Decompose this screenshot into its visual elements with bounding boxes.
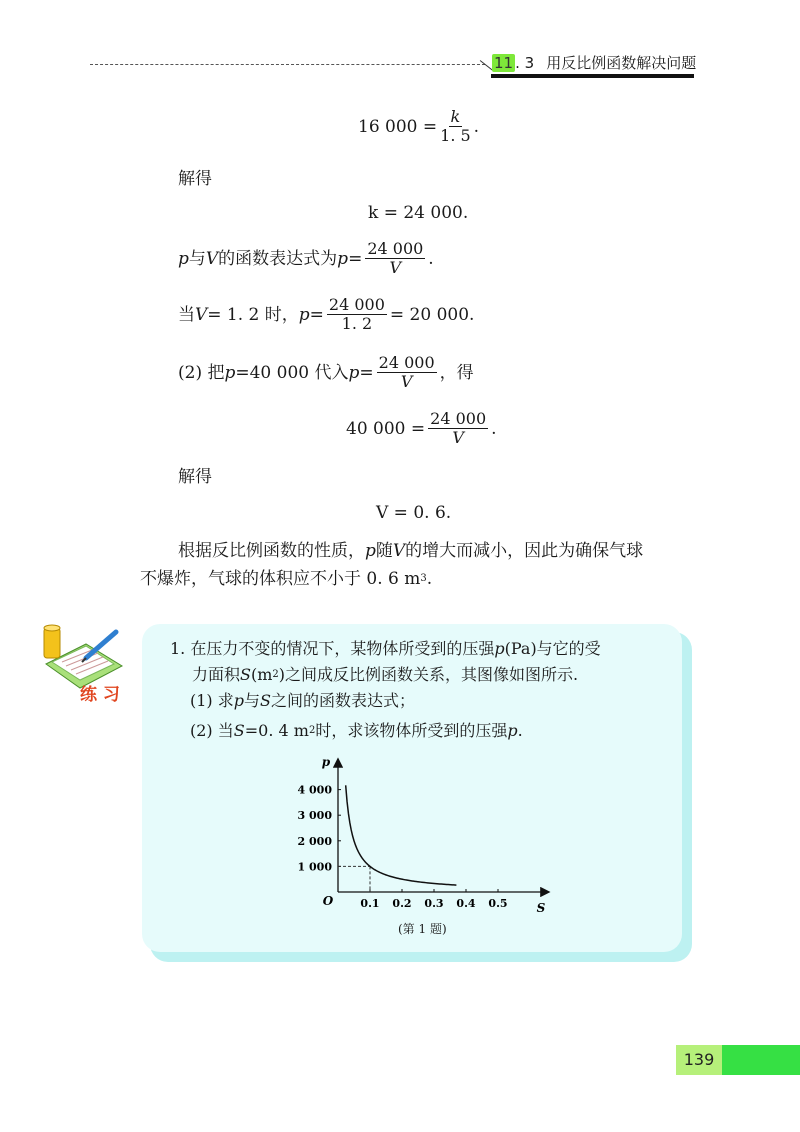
l7-fraction xyxy=(428,410,488,447)
l6-numerator: 24 000 xyxy=(378,353,435,372)
y-axis-label: p xyxy=(321,755,331,769)
x-axis-label: S xyxy=(536,901,546,915)
l10b-sup: 3 xyxy=(420,573,427,584)
l5-eq: = xyxy=(309,304,324,325)
l4-V: V xyxy=(205,248,219,269)
y-tick-label: 3 000 xyxy=(297,809,332,823)
expression-line xyxy=(178,240,434,277)
section-number-rest: . 3 xyxy=(515,53,535,72)
l7-numerator: 24 000 xyxy=(430,409,487,428)
l4-numerator: 24 000 xyxy=(367,239,424,258)
k-value-text: k = 24 000. xyxy=(368,203,469,223)
q1d-a: (2) 当 xyxy=(190,721,234,740)
q1b-c: (m xyxy=(250,665,273,684)
question-1-part-2 xyxy=(190,720,523,742)
x-tick-label: 0.1 xyxy=(360,897,380,910)
section-number-badge: 11 xyxy=(494,53,514,72)
l6-c: =40 000 代入 xyxy=(235,362,349,383)
q1d-S: S xyxy=(233,721,245,740)
eq1-numerator: k xyxy=(450,107,461,126)
equation-V-value xyxy=(376,502,451,524)
V-value-text: V = 0. 6. xyxy=(376,503,452,523)
text-jiede-2: 解得 xyxy=(178,467,212,487)
l6-p2: p xyxy=(348,362,360,383)
l6-fraction xyxy=(377,354,437,391)
header-slash xyxy=(480,60,493,71)
l6-p: p xyxy=(224,362,236,383)
l5-V: V xyxy=(195,304,208,325)
l5-fraction xyxy=(327,296,387,333)
figure-caption: (第 1 题) xyxy=(398,922,447,936)
question-1-line-1 xyxy=(170,638,601,660)
l4-b: 与 xyxy=(188,248,206,269)
l4-p: p xyxy=(178,248,189,269)
l10-e: 的增大而减小，因此为确保气球 xyxy=(405,541,644,561)
series-curve xyxy=(346,785,457,885)
q1c-S: S xyxy=(260,691,271,710)
q1c-e: 之间的函数表达式； xyxy=(271,691,416,710)
eq1-lhs: 16 000 = xyxy=(358,116,438,137)
y-tick-label: 4 000 xyxy=(297,783,332,797)
origin-label: O xyxy=(322,894,334,908)
y-tick-label: 1 000 xyxy=(297,860,332,874)
l6-eq: = xyxy=(359,362,374,383)
inverse-proportion-chart xyxy=(290,752,560,922)
header-section-title xyxy=(492,52,696,73)
q1a-a: 1. 在压力不变的情况下，某物体所受到的压强 xyxy=(170,639,495,658)
q1b-sup: 2 xyxy=(272,669,279,680)
l4-p2: p xyxy=(337,248,349,269)
l4-end: . xyxy=(428,248,434,269)
l5-result: = 20 000. xyxy=(389,304,475,325)
l6-a: (2) 把 xyxy=(178,362,225,383)
q1c-p: p xyxy=(233,691,245,710)
l10-V: V xyxy=(392,541,406,561)
question-1-line-2 xyxy=(192,664,578,686)
l10b-end: . xyxy=(426,569,433,589)
q1d-sup: 2 xyxy=(308,725,316,736)
l7-lhs: 40 000 = xyxy=(346,418,426,439)
l5-numerator: 24 000 xyxy=(328,295,385,314)
y-tick-label: 2 000 xyxy=(297,834,332,848)
l5-c: = 1. 2 时， xyxy=(207,304,299,325)
l5-denominator: 1. 2 xyxy=(341,314,373,333)
text-jiede-1: 解得 xyxy=(178,169,212,189)
conclusion-line-1 xyxy=(178,540,643,562)
l5-p: p xyxy=(298,304,310,325)
l6-end: ，得 xyxy=(439,362,474,383)
header-dashed-rule xyxy=(90,64,485,65)
l10-p: p xyxy=(365,541,376,561)
q1b-d: )之间成反比例函数关系，其图像如图所示. xyxy=(278,665,579,684)
question-1-part-1 xyxy=(190,690,415,712)
page-number: 139 xyxy=(676,1045,722,1075)
substitution-line xyxy=(178,296,474,333)
equation-k-value xyxy=(368,202,468,224)
q1c-a: (1) 求 xyxy=(190,691,234,710)
q1c-c: 与 xyxy=(244,691,261,710)
q1a-p: p xyxy=(494,639,505,658)
equation-line-1 xyxy=(358,108,479,145)
eq1-end: . xyxy=(473,116,480,137)
eq1-fraction xyxy=(440,108,471,145)
l10-a: 根据反比例函数的性质， xyxy=(178,541,365,561)
q1d-p: p xyxy=(507,721,518,740)
l4-denominator: V xyxy=(389,258,402,277)
x-tick-label: 0.3 xyxy=(424,897,444,910)
l5-a: 当 xyxy=(178,304,195,325)
part-2-line xyxy=(178,354,474,391)
q1b-S: S xyxy=(240,665,251,684)
l4-eq: = xyxy=(348,248,363,269)
l4-fraction xyxy=(365,240,425,277)
l10-c: 随 xyxy=(375,541,393,561)
l10b-a: 不爆炸，气球的体积应不小于 0. 6 m xyxy=(140,569,421,589)
header-underline xyxy=(491,74,694,78)
conclusion-line-2 xyxy=(140,568,432,590)
q1d-f: . xyxy=(517,721,523,740)
l6-denominator: V xyxy=(400,372,413,391)
l7-denominator: V xyxy=(452,428,464,447)
x-tick-label: 0.2 xyxy=(392,897,412,910)
q1b-a: 力面积 xyxy=(192,665,241,684)
q1d-c: =0. 4 m xyxy=(244,721,309,740)
exercise-label: 练 习 xyxy=(80,685,120,705)
x-tick-label: 0.4 xyxy=(456,897,476,910)
q1d-d: 时，求该物体所受到的压强 xyxy=(315,721,508,740)
q1a-c: (Pa)与它的受 xyxy=(504,639,601,658)
x-tick-label: 0.5 xyxy=(488,897,508,910)
l7-end: . xyxy=(491,418,497,439)
section-title: 用反比例函数解决问题 xyxy=(546,54,697,72)
l4-d: 的函数表达式为 xyxy=(218,248,338,269)
equation-40000 xyxy=(346,410,497,447)
eq1-denominator: 1. 5 xyxy=(440,126,471,145)
